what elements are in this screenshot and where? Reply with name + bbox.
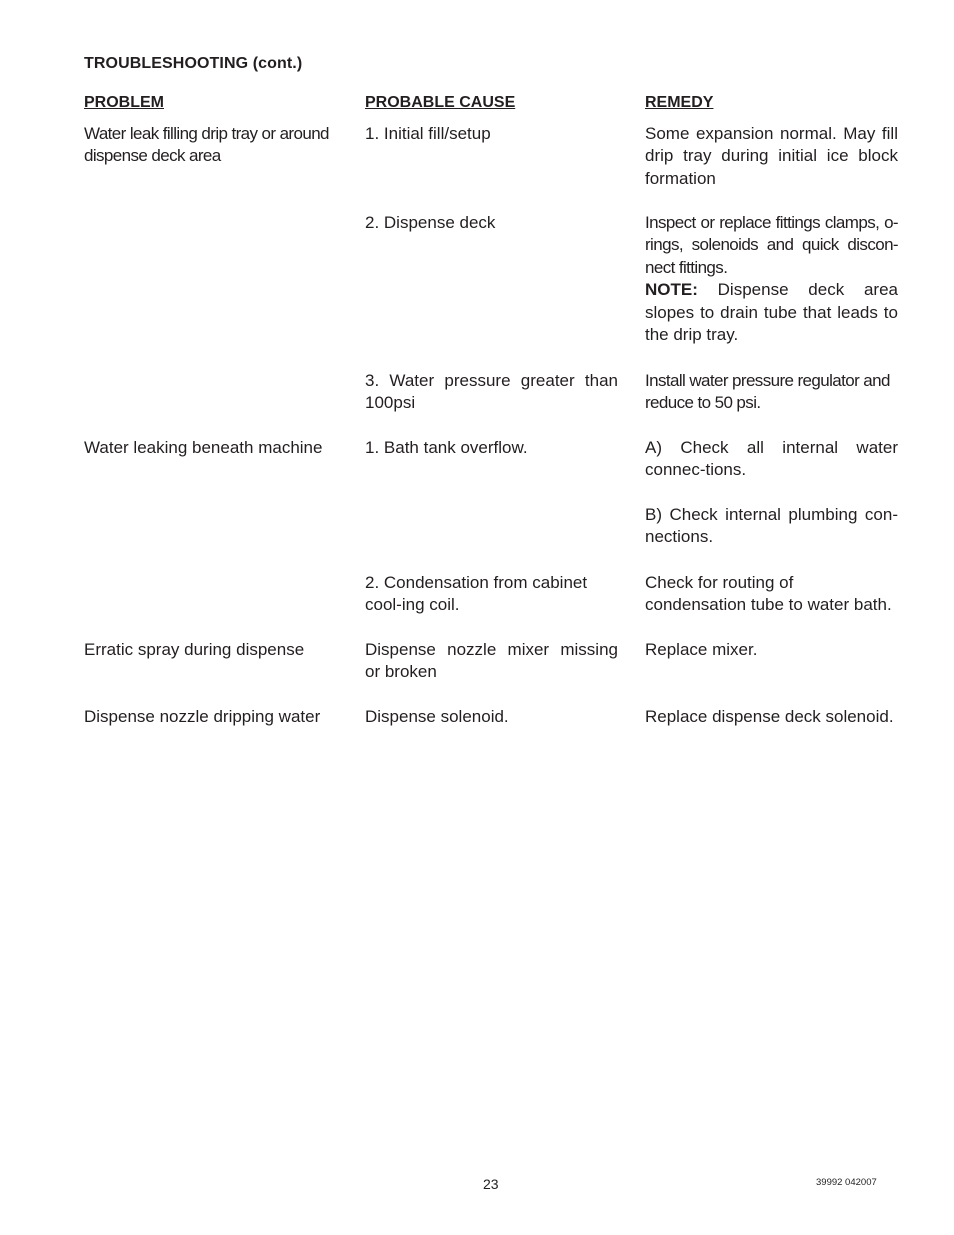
remedy-condensation-routing: Check for routing of condensation tube to water bath. xyxy=(645,573,892,615)
cause-initial-fill: 1. Initial fill/setup xyxy=(365,124,491,143)
problem-water-leaking-beneath: Water leaking beneath machine xyxy=(84,438,323,457)
cause-bath-tank-overflow: 1. Bath tank overflow. xyxy=(365,438,528,457)
header-probable-cause: PROBABLE CAUSE xyxy=(365,94,516,111)
problem-nozzle-dripping: Dispense nozzle dripping water xyxy=(84,707,321,726)
remedy-check-water-connections: A) Check all internal water connec-tions. xyxy=(645,438,898,480)
remedy-dispense-deck-text: Inspect or replace fittings clamps, o-rings, solenoids and quick discon-nect fittings. xyxy=(645,213,898,277)
cause-dispense-deck: 2. Dispense deck xyxy=(365,213,496,232)
remedy-check-plumbing-connections: B) Check internal plumbing con-nections. xyxy=(645,505,898,547)
remedy-water-pressure: Install water pressure regulator and reduce to 50 psi. xyxy=(645,371,890,413)
problem-erratic-spray: Erratic spray during dispense xyxy=(84,640,305,659)
cause-water-pressure: 3. Water pressure greater than 100psi xyxy=(365,371,618,413)
problem-water-leak-drip-tray: Water leak filling drip tray or around dispense deck area xyxy=(84,124,329,166)
remedy-dispense-deck xyxy=(645,212,898,346)
cause-condensation: 2. Condensation from cabinet cool-ing coil. xyxy=(365,573,588,615)
section-title: TROUBLESHOOTING (cont.) xyxy=(84,55,303,72)
page-number: 23 xyxy=(483,1176,499,1192)
note-label: NOTE: xyxy=(645,280,698,300)
document-code: 39992 042007 xyxy=(816,1177,877,1188)
remedy-dispense-deck-note xyxy=(645,279,898,346)
cause-nozzle-mixer: Dispense nozzle mixer missing or broken xyxy=(365,640,618,682)
note-text: Dispense deck area slopes to drain tube that leads to the drip tray. xyxy=(645,280,898,345)
header-remedy: REMEDY xyxy=(645,94,714,111)
remedy-replace-mixer: Replace mixer. xyxy=(645,640,758,659)
header-problem: PROBLEM xyxy=(84,94,164,111)
cause-dispense-solenoid: Dispense solenoid. xyxy=(365,707,509,726)
remedy-replace-solenoid: Replace dispense deck solenoid. xyxy=(645,707,894,726)
remedy-initial-fill: Some expansion normal. May fill drip tray during initial ice block formation xyxy=(645,124,898,188)
